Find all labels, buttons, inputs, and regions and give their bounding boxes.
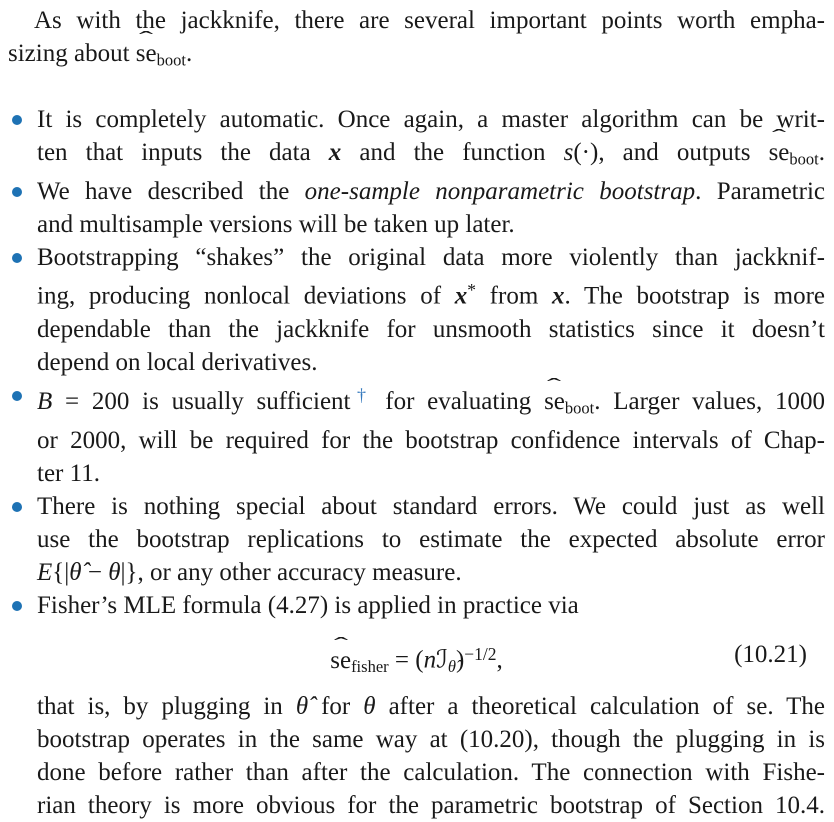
text-segment: done before rather than after the calculation. The connection with Fishe- bbox=[37, 759, 825, 787]
text-segment: and the function bbox=[341, 138, 564, 166]
text-line bbox=[37, 208, 825, 241]
text-segment: θ̂ bbox=[295, 693, 309, 721]
text-segment: |}, or any other accuracy measure. bbox=[120, 559, 462, 587]
text-segment: Bootstrapping “shakes” the original data more violently than jackknif- bbox=[37, 244, 825, 272]
text-line bbox=[37, 103, 825, 136]
text-segment: ˆ se bbox=[544, 385, 565, 418]
bullet-item bbox=[8, 589, 825, 622]
text-segment: x bbox=[328, 138, 342, 166]
text-line bbox=[37, 523, 825, 556]
text-line bbox=[37, 690, 825, 723]
text-segment: (·), and outputs bbox=[573, 138, 769, 166]
bullet-item bbox=[8, 103, 825, 176]
text-segment: x bbox=[454, 282, 468, 310]
text-segment: that is, by plugging in bbox=[37, 693, 296, 721]
text-segment: and multisample versions will be taken up later. bbox=[37, 211, 515, 239]
text-segment: s bbox=[563, 138, 574, 166]
text-segment: = 200 is usually sufficient bbox=[52, 387, 351, 415]
text-segment: {| bbox=[52, 559, 70, 587]
bullet-item bbox=[8, 241, 825, 378]
bullet-item bbox=[8, 379, 825, 491]
text-segment: −1/2 bbox=[464, 644, 497, 665]
text-segment: boot bbox=[564, 398, 595, 418]
text-segment: Fisher’s MLE formula (4.27) is applied in practice via bbox=[37, 592, 579, 620]
text-segment: ˆ se bbox=[136, 37, 157, 70]
bullet-icon bbox=[12, 253, 22, 263]
text-segment: . Parametric bbox=[695, 178, 825, 206]
text-segment: boot bbox=[156, 50, 186, 70]
text-segment: from bbox=[475, 282, 552, 310]
text-segment: rian theory is more obvious for the parametric bootstrap of Section 10.4. bbox=[37, 792, 825, 820]
text-segment: x bbox=[551, 282, 565, 310]
paragraph bbox=[8, 690, 825, 822]
text-segment: B bbox=[37, 387, 53, 415]
text-segment: θ̂ bbox=[69, 559, 82, 587]
text-segment: It is completely automatic. Once again, a master algorithm can be writ- bbox=[37, 105, 825, 133]
text-line bbox=[37, 589, 825, 622]
text-line bbox=[37, 313, 825, 346]
text-segment: We have described the bbox=[37, 178, 305, 206]
text-line bbox=[37, 490, 825, 523]
text-line bbox=[37, 241, 825, 274]
text-line bbox=[37, 756, 825, 789]
text-segment: for bbox=[308, 693, 364, 721]
text-line bbox=[37, 346, 825, 379]
text-segment: for evaluating bbox=[372, 387, 545, 415]
bullet-icon bbox=[12, 391, 22, 401]
text-segment: . The bootstrap is more bbox=[564, 282, 826, 310]
text-segment: = ( bbox=[388, 646, 424, 674]
equation-formula bbox=[8, 638, 825, 683]
bullet-icon bbox=[12, 115, 22, 125]
text-segment: E bbox=[37, 559, 53, 587]
text-segment: * bbox=[467, 280, 476, 301]
equation bbox=[8, 622, 825, 690]
text-segment: fisher bbox=[351, 657, 389, 677]
text-segment: after a theoretical calculation of se. The bbox=[375, 693, 826, 721]
text-segment: sizing about bbox=[8, 40, 136, 67]
text-line bbox=[8, 4, 825, 37]
text-segment: . Larger values, 1000 bbox=[594, 387, 826, 415]
text-segment: or 2000, will be required for the bootstrap confidence intervals of Chap- bbox=[37, 427, 825, 455]
text-line bbox=[37, 457, 825, 490]
text-segment: θ bbox=[108, 559, 121, 587]
bullet-icon bbox=[12, 502, 22, 512]
text-line bbox=[37, 424, 825, 457]
text-segment: , bbox=[496, 646, 503, 674]
equation-number: (10.21) bbox=[734, 641, 807, 669]
text-segment: dependable than the jackknife for unsmooth statistics since it doesn’t bbox=[37, 315, 825, 343]
paragraph bbox=[8, 4, 825, 77]
text-segment: one-sample nonparametric bootstrap bbox=[304, 178, 696, 206]
text-line bbox=[37, 789, 825, 822]
bullet-item bbox=[8, 490, 825, 589]
text-line bbox=[37, 556, 825, 589]
text-segment: θ bbox=[363, 693, 376, 721]
text-segment: n bbox=[423, 646, 437, 674]
text-segment: There is nothing special about standard errors. We could just as well bbox=[37, 493, 825, 521]
text-segment: ter 11. bbox=[37, 460, 100, 488]
text-segment: use the bootstrap replications to estimate the expected absolute error bbox=[37, 526, 825, 554]
bullet-item bbox=[8, 175, 825, 241]
text-line bbox=[8, 37, 825, 77]
text-segment: ) bbox=[455, 646, 465, 674]
text-segment: ing, producing nonlocal deviations of bbox=[37, 282, 455, 310]
text-line bbox=[37, 723, 825, 756]
text-line bbox=[37, 379, 825, 425]
text-segment: ℐ bbox=[436, 644, 448, 674]
text-segment: boot bbox=[789, 149, 819, 169]
text-segment: ˆ se bbox=[330, 644, 351, 677]
text-segment: As with the jackknife, there are several important points worth empha- bbox=[34, 7, 825, 34]
text-segment: ˆ se bbox=[769, 136, 790, 169]
text-segment: † bbox=[350, 384, 373, 405]
text-segment: bootstrap operates in the same way at (10.20), though the plugging in is bbox=[37, 726, 825, 754]
text-segment: depend on local derivatives. bbox=[37, 348, 318, 376]
text-segment: − bbox=[81, 559, 109, 587]
text-line bbox=[37, 175, 825, 208]
bullet-icon bbox=[12, 187, 22, 197]
text-line bbox=[37, 274, 825, 312]
text-segment: . bbox=[818, 138, 825, 166]
bullet-icon bbox=[12, 601, 22, 611]
text-segment: . bbox=[185, 40, 193, 67]
text-line bbox=[37, 136, 825, 176]
text-segment: ten that inputs the data bbox=[37, 138, 329, 166]
text-segment: θ̂ bbox=[447, 657, 456, 677]
